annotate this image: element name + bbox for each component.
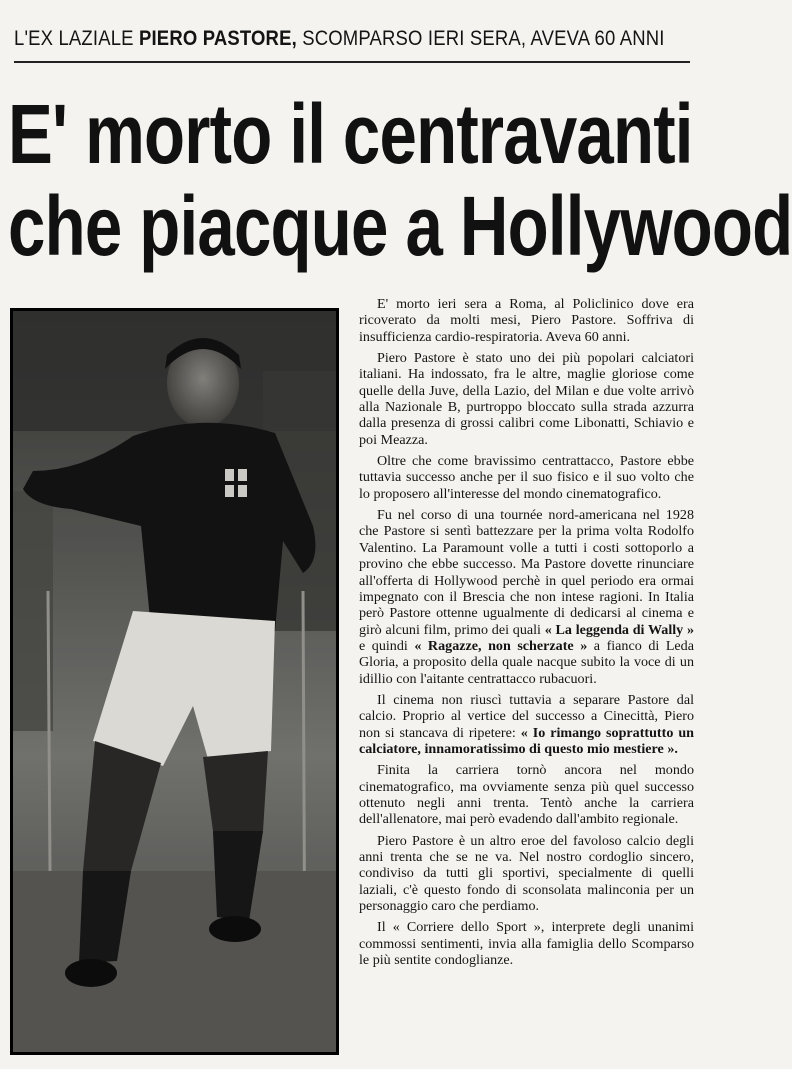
headline-line-1: E' morto il centravanti — [8, 87, 693, 181]
article-paragraph-7: Piero Pastore è un altro eroe del favoloso calcio degli anni trenta che se ne va. Nel nostro cordoglio sincero, condiviso da tutti gli sportivi, specialmente di quelli laziali, c'è questo fondo di sconsolata malinconia per un personaggio caro che perdiamo. — [359, 832, 694, 915]
article-body — [359, 296, 694, 973]
player-photo-image — [13, 311, 336, 1052]
article-paragraph-2: Piero Pastore è stato uno dei più popolari calciatori italiani. Ha indossato, fra le altre, maglie gloriose come quelle della Juve, della Lazio, del Milan e due volte arrivò alla Nazionale B, purtroppo bloccato sulla strada azzurra dalla presenza di grossi calibri come Libonatti, Schiavio e poi Meazza. — [359, 350, 694, 448]
kicker-name: PIERO PASTORE, — [138, 26, 297, 50]
kicker-suffix: SCOMPARSO IERI SERA, AVEVA 60 ANNI — [296, 26, 665, 50]
kicker-prefix: L'EX LAZIALE — [14, 26, 139, 50]
film-title-wally: « La leggenda di Wally » — [544, 621, 694, 638]
headline-line-2: che piacque a Hollywood — [8, 179, 792, 273]
film-title-ragazze: « Ragazze, non scherzate » — [414, 637, 588, 654]
kicker-rule — [14, 61, 690, 63]
headline — [8, 87, 792, 273]
article-paragraph-3: Oltre che come bravissimo centrattacco, Pastore ebbe tuttavia successo anche per il suo fisico e il suo volto che lo proposero all'interesse del mondo cinematografico. — [359, 453, 694, 502]
article-paragraph-5: Il cinema non riuscì tuttavia a separare Pastore dal calcio. Proprio al vertice del successo a Cinecittà, Piero non si stancava di ripetere: « Io rimango soprattutto un calciatore, innamoratissimo di questo mio mestiere ». — [359, 691, 694, 757]
kicker — [14, 26, 665, 51]
player-photo — [10, 308, 339, 1055]
article-paragraph-8: Il « Corriere dello Sport », interprete degli unanimi commossi sentimenti, invia alla famiglia dello Scomparso le più sentite condoglianze. — [359, 919, 694, 969]
article-paragraph-4: Fu nel corso di una tournée nord-americana nel 1928 che Pastore si sentì battezzare per la prima volta Rodolfo Valentino. La Paramount volle a tutti i costi sottoporlo a provino che ebbe successo. Ma Pastore dovette rinunciare all'offerta di Hollywood perchè in quel periodo era ormai impegnato con il Brescia che non intese ragioni. In Italia però Pastore ottenne ugualmente di dedicarsi al cinema e girò alcuni film, primo dei quali « La leggenda di Wally » e quindi « Ragazze, non scherzate » a fianco di Leda Gloria, a proposito della quale nacque subito la voce di un idillio con l'aitante centrattacco rubacuori. — [359, 507, 694, 687]
article-paragraph-6: Finita la carriera tornò ancora nel mondo cinematografico, ma ovviamente senza più quel successo ottenuto negli anni trenta. Tentò anche la carriera dell'allenatore, mai però evadendo dall'ambito regionale. — [359, 762, 694, 828]
quote: « Io rimango soprattutto un calciatore, innamoratissimo di questo mio mestiere ». — [359, 724, 694, 757]
article-paragraph-1: E' morto ieri sera a Roma, al Policlinico dove era ricoverato da molti mesi, Piero Pastore. Soffriva di insufficienza cardio-respiratoria. Aveva 60 anni. — [359, 296, 694, 345]
